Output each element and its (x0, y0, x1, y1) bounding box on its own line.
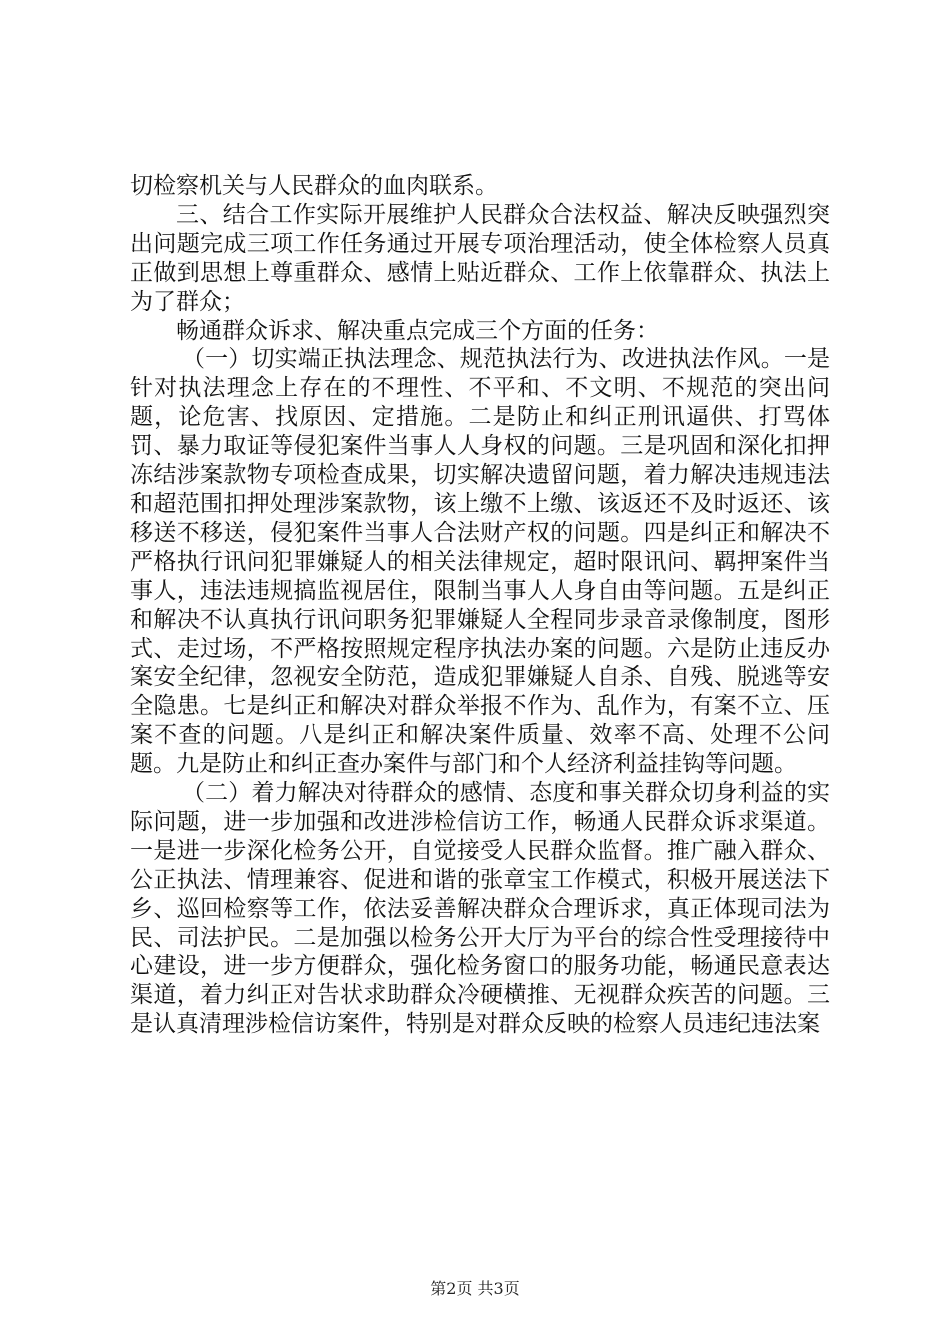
paragraph-item-one: （一）切实端正执法理念、规范执法行为、改进执法作风。一是针对执法理念上存在的不理性、不平和、不文明、不规范的突出问题，论危害、找原因、定措施。二是防止和纠正刑讯逼供、打骂体罚、暴力取证等侵犯案件当事人人身权的问题。三是巩固和深化扣押冻结涉案款物专项检查成果，切实解决遗留问题，着力解决违规违法和超范围扣押处理涉案款物，该上缴不上缴、该返还不及时返还、该移送不移送，侵犯案件当事人合法财产权的问题。四是纠正和解决不严格执行讯问犯罪嫌疑人的相关法律规定，超时限讯问、羁押案件当事人，违法违规搞监视居住，限制当事人人身自由等问题。五是纠正和解决不认真执行讯问职务犯罪嫌疑人全程同步录音录像制度，图形式、走过场，不严格按照规定程序执法办案的问题。六是防止违反办案安全纪律，忽视安全防范，造成犯罪嫌疑人自杀、自残、脱逃等安全隐患。七是纠正和解决对群众举报不作为、乱作为，有案不立、压案不查的问题。八是纠正和解决案件质量、效率不高、处理不公问题。九是防止和纠正查办案件与部门和个人经济利益挂钩等问题。 (130, 346, 830, 778)
paragraph-tasks-intro: 畅通群众诉求、解决重点完成三个方面的任务： (176, 317, 659, 344)
paragraph-item-two: （二）着力解决对待群众的感情、态度和事关群众切身利益的实际问题，进一步加强和改进涉检信访工作，畅通人民群众诉求渠道。一是进一步深化检务公开，自觉接受人民群众监督。推广融入群众、公正执法、情理兼容、促进和谐的张章宝工作模式，积极开展送法下乡、巡回检察等工作，依法妥善解决群众合理诉求，真正体现司法为民、司法护民。二是加强以检务公开大厅为平台的综合性受理接待中心建设，进一步方便群众，强化检务窗口的服务功能，畅通民意表达渠道，着力纠正对告状求助群众冷硬横推、无视群众疾苦的问题。三是认真清理涉检信访案件，特别是对群众反映的检察人员违纪违法案 (130, 780, 830, 1038)
paragraph-continuation: 切检察机关与人民群众的血肉联系。 (130, 173, 498, 199)
paragraph-section-three: 三、结合工作实际开展维护人民群众合法权益、解决反映强烈突出问题完成三项工作任务通过开展专项治理活动，使全体检察人员真正做到思想上尊重群众、感情上贴近群众、工作上依靠群众、执法上为了群众； (130, 201, 830, 315)
document-body (130, 172, 830, 1039)
page-footer: 第2页 共3页 (430, 1279, 520, 1298)
